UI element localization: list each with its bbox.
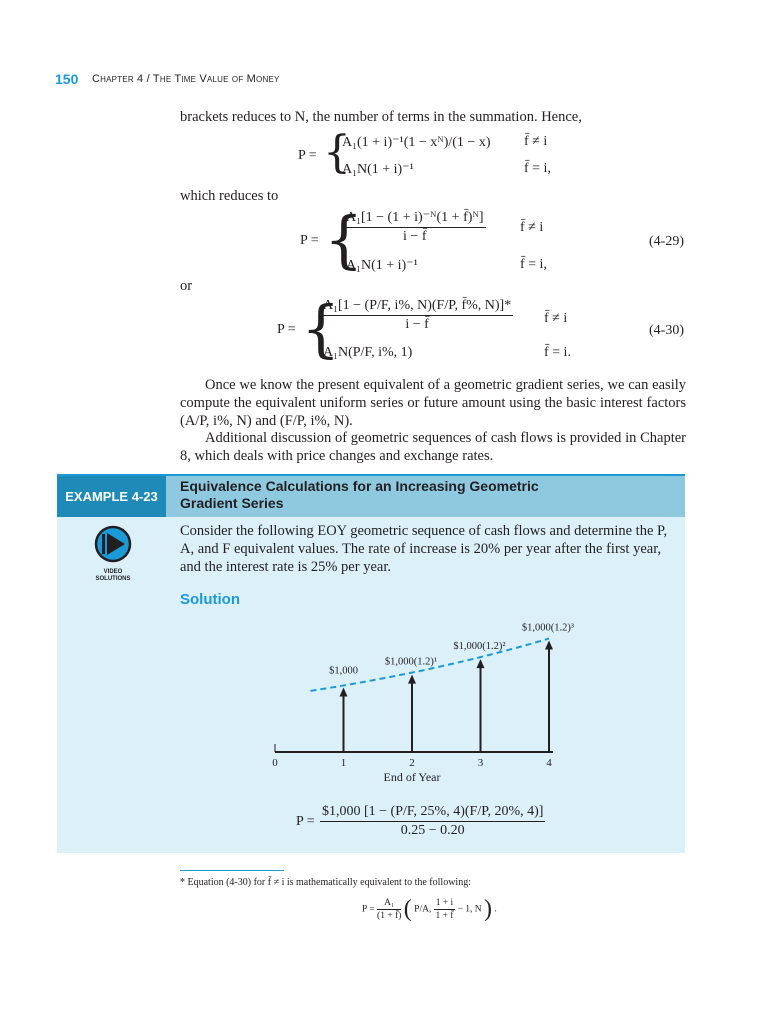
- solution-heading: Solution: [180, 591, 240, 608]
- final-denominator: 0.25 − 0.20: [400, 823, 465, 838]
- eq3-fraction: [321, 298, 513, 333]
- equation-4-29: [300, 203, 685, 277]
- fn-inner-numerator: 1 + i: [435, 898, 454, 908]
- paragraph-2: Additional discussion of geometric sequences of cash flows is provided in Chapter 8, which deals with price changes and exchange rates.: [180, 430, 686, 464]
- arrow-head-icon: [340, 688, 348, 697]
- example-title-line-2: Gradient Series: [180, 495, 284, 511]
- eq1-case-2: A₁N(1 + i)⁻¹: [342, 162, 414, 177]
- final-fraction: [320, 804, 545, 839]
- eq2-p-equals: P =: [300, 233, 319, 248]
- or-text: or: [180, 278, 193, 294]
- fn-paren-close: ): [484, 896, 493, 922]
- eq2-number: (4-29): [649, 234, 684, 249]
- eq1-condition-1: f̄ ≠ i: [524, 134, 548, 149]
- cash-flow-label: $1,000: [329, 665, 358, 677]
- equation-1: [298, 127, 598, 184]
- fn-denominator: (1 + f̄): [377, 911, 402, 921]
- final-p-equals: P =: [296, 814, 315, 829]
- fn-numerator: A₁: [377, 898, 401, 910]
- eq3-denominator: i − f̄: [405, 317, 429, 332]
- fn-left: P =: [362, 904, 375, 915]
- footnote-text: * Equation (4-30) for f̄ ≠ i is mathematically equivalent to the following:: [180, 877, 471, 888]
- footnote-formula: [362, 896, 497, 923]
- eq2-numerator: A₁[1 − (1 + i)⁻ᴺ(1 + f̄)ᴺ]: [344, 209, 486, 228]
- eq3-condition-1: f̄ ≠ i: [544, 311, 568, 326]
- cash-flow-diagram: [250, 615, 590, 790]
- paragraph-1: Once we know the present equivalent of a geometric gradient series, we can easily compute the equivalent uniform series or future amount using the basic interest factors (A/P, i%, N) and (F/P, i%, N).: [180, 377, 686, 429]
- tick-label: 1: [340, 757, 347, 769]
- cash-flow-label: $1,000(1.2)¹: [384, 656, 438, 668]
- eq2-condition-1: f̄ ≠ i: [520, 220, 544, 235]
- equation-4-30: [277, 292, 685, 366]
- cash-flow-label: $1,000(1.2)³: [521, 622, 575, 634]
- eq2-condition-2: f̄ = i,: [520, 257, 547, 272]
- eq3-brace-icon: {: [301, 292, 341, 365]
- example-title: [180, 478, 680, 512]
- eq2-brace-icon: {: [324, 203, 364, 276]
- eq1-condition-2: f̄ = i,: [524, 161, 551, 176]
- example-label: EXAMPLE 4-23: [57, 476, 166, 517]
- tick-label: 2: [409, 757, 415, 769]
- cash-flow-label: $1,000(1.2)²: [453, 641, 506, 653]
- fn-fraction: [377, 898, 401, 921]
- eq2-fraction: [344, 209, 486, 245]
- arrow-head-icon: [408, 675, 416, 684]
- final-numerator: $1,000 [1 − (P/F, 25%, 4)(F/P, 20%, 4)]: [320, 804, 545, 822]
- example-title-line-1: Equivalence Calculations for an Increasing Geometric: [180, 478, 539, 494]
- eq3-numerator: A₁[1 − (P/F, i%, N)(F/P, f̄%, N)]*: [321, 298, 513, 316]
- page-number: 150: [55, 71, 79, 87]
- tick-label: 4: [546, 757, 552, 769]
- eq1-p-equals: P =: [298, 148, 317, 163]
- tick-label: 3: [477, 757, 484, 769]
- video-label-1: VIDEO: [103, 569, 123, 575]
- fn-inner-denominator: 1 + f̄: [435, 911, 454, 921]
- fn-paren-open: (: [403, 896, 412, 922]
- video-play-icon: [88, 524, 138, 564]
- eq2-denominator: i − f̄: [403, 229, 427, 244]
- intro-line: brackets reduces to N, the number of terms in the summation. Hence,: [180, 109, 582, 125]
- example-problem: Consider the following EOY geometric sequence of cash flows and determine the P, A, and F equivalent values. The rate of increase is 20% per year after the first year, and the interest rate is 25% per year.: [180, 523, 668, 575]
- x-axis-label: End of Year: [383, 770, 441, 784]
- eq1-case-1: A₁(1 + i)⁻¹(1 − xᴺ)/(1 − x): [342, 135, 491, 150]
- video-label-2: SOLUTIONS: [95, 576, 131, 582]
- eq3-case-2: A₁N(P/F, i%, 1): [323, 345, 413, 360]
- eq3-number: (4-30): [649, 323, 684, 338]
- eq3-p-equals: P =: [277, 322, 296, 337]
- arrow-head-icon: [545, 641, 553, 650]
- arrow-head-icon: [477, 659, 485, 668]
- fn-inner-fraction: [434, 898, 456, 921]
- tick-label: 0: [272, 757, 278, 769]
- final-formula: [296, 804, 596, 844]
- which-reduces-to: which reduces to: [180, 188, 279, 204]
- running-head: Chapter 4 / The Time Value of Money: [92, 73, 280, 85]
- footnote-rule: [180, 870, 284, 871]
- eq2-case-2: A₁N(1 + i)⁻¹: [346, 258, 418, 273]
- fn-inner-pre: P/A,: [414, 904, 432, 915]
- eq1-brace-icon: {: [323, 127, 351, 178]
- fn-end: .: [494, 904, 497, 915]
- fn-inner-post: − 1, N: [457, 904, 482, 915]
- video-solutions-button[interactable]: [88, 524, 138, 580]
- eq3-condition-2: f̄ = i.: [544, 345, 571, 360]
